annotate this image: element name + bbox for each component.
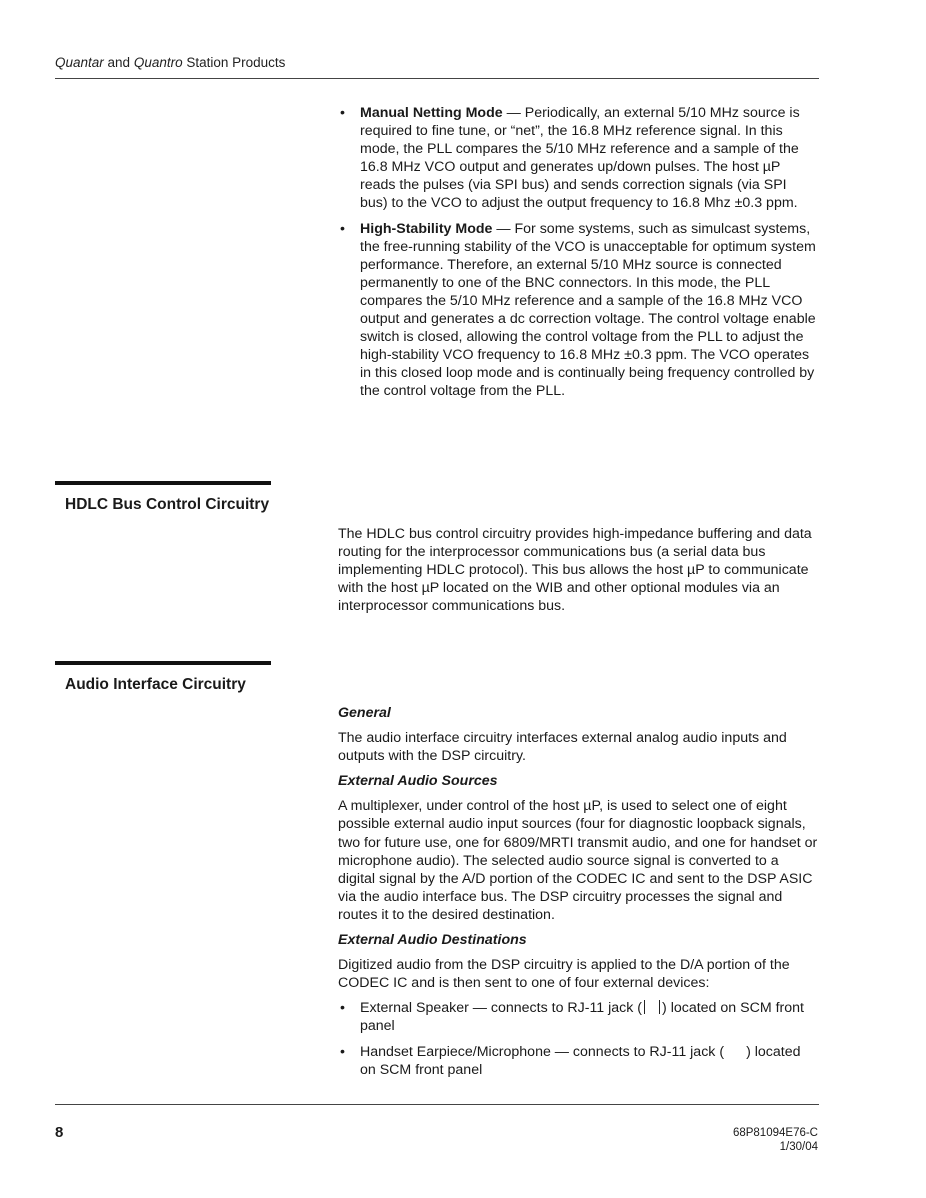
hdlc-paragraph: The HDLC bus control circuitry provides high-impedance buffering and data routing for the interprocessor communications bus (a serial data bus implementing HDLC protocol). This bus allows the host µP to communicate with the host µP located on the WIB and other optional modules via an interprocessor communications bus.	[338, 526, 812, 615]
header-title-quantro: Quantro	[133, 55, 183, 70]
bullet-manual-netting	[338, 104, 818, 213]
bullet-manual-netting-title: Manual Netting Mode	[360, 105, 503, 121]
sources-paragraph: A multiplexer, under control of the host µP, is used to select one of eight possible external audio input sources (four for diagnostic loopback signals, two for future use, one for 6809/MRTI transmit audio, and one for handset or microphone audio). The selected audio source signal is converted to a digital signal by the A/D portion of the CODEC IC and sent to the DSP ASIC via the audio interface bus. The DSP circuitry processes the signal and routes it to the desired destination.	[338, 798, 818, 923]
hdlc-section-bar	[55, 481, 271, 485]
doc-info	[620, 1126, 818, 1154]
hdlc-section-body	[338, 525, 818, 615]
bullet-external-speaker	[338, 999, 818, 1035]
header-title-and: and	[103, 55, 134, 70]
sources-subheading: External Audio Sources	[338, 773, 498, 790]
header-title-rest: Station Products	[182, 55, 286, 70]
bullet-manual-netting-text: — Periodically, an external 5/10 MHz source is required to fine tune, or “net”, the 16.8 MHz reference signal. In this mode, the PLL compares the 5/10 MHz reference and a sample of the 16.8 MHz VCO output and generates up/down pulses. The host µP reads the pulses (via SPI bus) and sends correction signals (via SPI bus) to the VCO to adjust the output frequency to 16.8 Mhz ±0.3 ppm.	[360, 105, 800, 212]
audio-section-bar	[55, 661, 271, 665]
doc-number: 68P81094E76-C	[732, 1127, 818, 1139]
running-header	[55, 55, 285, 70]
audio-section-body	[338, 704, 818, 1086]
header-rule	[55, 78, 819, 79]
rj11-jack-icon	[644, 1000, 660, 1014]
hdlc-section-title: HDLC Bus Control Circuitry	[65, 496, 270, 513]
header-title-quantar: Quantar	[55, 55, 104, 70]
bullet-external-speaker-post: ) located on SCM front panel	[360, 1000, 804, 1035]
doc-date: 1/30/04	[779, 1141, 818, 1153]
bullet-handset-post: ) located on SCM front panel	[360, 1043, 801, 1078]
pll-mode-bullets	[338, 104, 818, 408]
destinations-paragraph: Digitized audio from the DSP circuitry is applied to the D/A portion of the CODEC IC and is then sent to one of four external devices:	[338, 957, 790, 992]
bullet-high-stability	[338, 220, 818, 401]
bullet-high-stability-text: — For some systems, such as simulcast systems, the free-running stability of the VCO is unacceptable for optimum system performance. Therefore, an external 5/10 MHz source is connected permanently to one of the BNC connectors. In this mode, the PLL compares the 5/10 MHz reference and a sample of the 16.8 MHz VCO output and generates a dc correction voltage. The control voltage enable switch is closed, allowing the control voltage from the PLL to adjust the high-stability VCO frequency to 16.8 MHz ±0.3 ppm. The VCO operates in this closed loop mode and is continually being frequency controlled by the control voltage from the PLL.	[360, 220, 816, 400]
general-paragraph: The audio interface circuitry interfaces external analog audio inputs and outputs with the DSP circuitry.	[338, 730, 787, 765]
bullet-handset-pre: Handset Earpiece/Microphone — connects to RJ-11 jack (	[360, 1043, 725, 1060]
destinations-subheading: External Audio Destinations	[338, 932, 527, 949]
bullet-high-stability-title: High-Stability Mode	[360, 220, 493, 237]
footer-rule	[55, 1104, 819, 1105]
page-number: 8	[55, 1124, 64, 1141]
general-subheading: General	[338, 705, 391, 721]
audio-section-title: Audio Interface Circuitry	[65, 676, 246, 693]
bullet-handset	[338, 1043, 818, 1079]
bullet-external-speaker-pre: External Speaker — connects to RJ-11 jack (	[360, 1000, 643, 1017]
